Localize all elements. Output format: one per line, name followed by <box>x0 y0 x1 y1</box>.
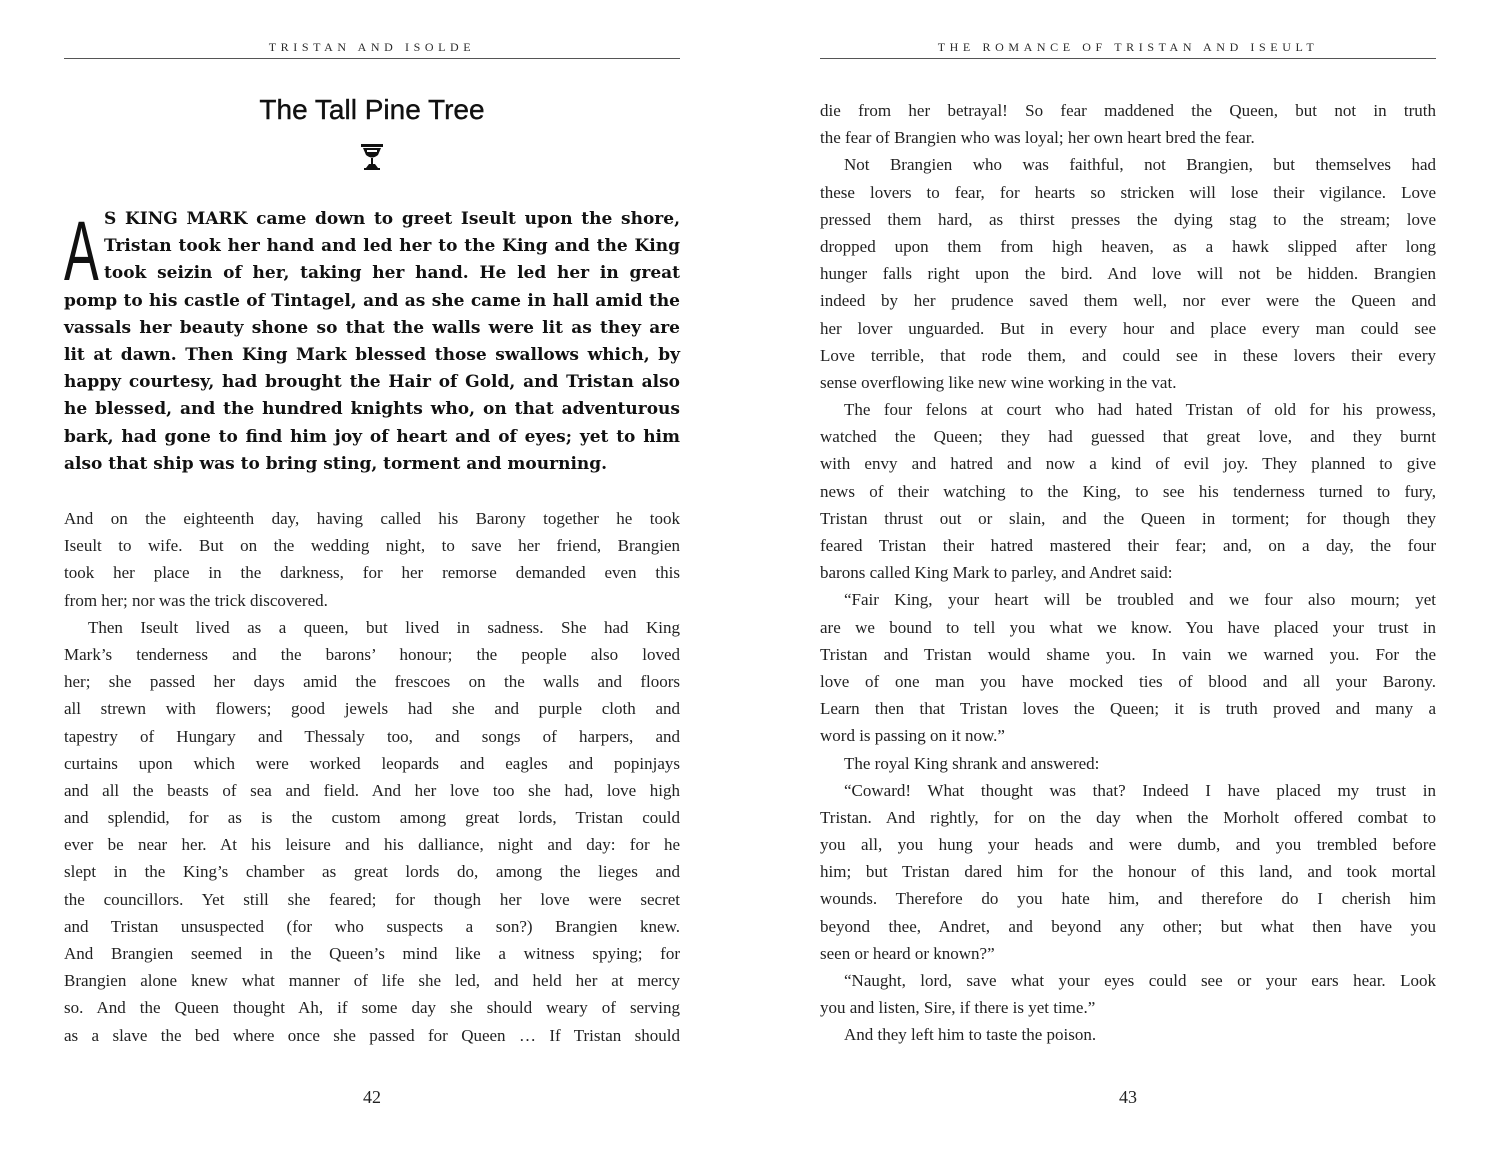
text-line: so. And the Queen thought Ah, if some day she should weary of serving <box>64 998 680 1018</box>
text-line: her lover unguarded. But in every hour and place every man could see <box>820 318 1436 338</box>
text-line: and all the beasts of sea and field. And her love too she had, love high <box>64 780 680 800</box>
text-line: The royal King shrank and answered: <box>844 753 1100 773</box>
left-body-text <box>64 505 680 1049</box>
text-line: Brangien alone knew what manner of life she led, and held her at mercy <box>64 971 680 991</box>
page-number-right: 43 <box>1119 1087 1137 1107</box>
text-line: are we bound to tell you what we know. You have placed your trust in <box>820 617 1436 637</box>
text-line: word is passing on it now.” <box>820 726 1005 746</box>
chapter-title: The Tall Pine Tree <box>259 94 485 125</box>
text-line: and splendid, for as is the custom among great lords, Tristan could <box>64 808 680 828</box>
text-line: her; she passed her days amid the frescoes on the walls and floors <box>64 672 680 692</box>
text-line: seen or heard or known?” <box>820 943 995 963</box>
text-line: all strewn with flowers; good jewels had she and purple cloth and <box>64 699 680 719</box>
running-head-right: THE ROMANCE OF TRISTAN AND ISEULT <box>937 40 1319 54</box>
text-line: the fear of Brangien who was loyal; her own heart bred the fear. <box>820 128 1255 148</box>
text-line: And Brangien seemed in the Queen’s mind like a witness spying; for <box>64 944 680 963</box>
intro-line: happy courtesy, had brought the Hair of Gold, and Tristan also <box>64 372 680 393</box>
intro-line: he blessed, and the hundred knights who, on that adventurous <box>64 399 680 420</box>
right-body-text <box>820 97 1436 1049</box>
intro-line: took seizin of her, taking her hand. He led her in great <box>104 263 680 284</box>
text-line: Tristan. And rightly, for on the day when the Morholt offered combat to <box>820 807 1436 827</box>
text-line: as a slave the bed where once she passed for Queen … If Tristan should <box>64 1025 680 1045</box>
text-line: Iseult to wife. But on the wedding night, to save her friend, Brangien <box>64 536 680 556</box>
text-line: indeed by her prudence saved them well, nor ever were the Queen and <box>820 291 1436 311</box>
text-line: hunger falls right upon the bird. And love will not be hidden. Brangien <box>820 264 1436 284</box>
text-line: and Tristan unsuspected (for who suspects a son?) Brangien knew. <box>64 916 680 936</box>
text-line: “Fair King, your heart will be troubled and we four also mourn; yet <box>844 590 1436 610</box>
text-line: curtains upon which were worked leopards and eagles and popinjays <box>64 753 680 773</box>
intro-line: pomp to his castle of Tintagel, and as she came in hall amid the <box>64 290 680 311</box>
text-line: with envy and hatred and now a kind of evil joy. They planned to give <box>820 454 1436 474</box>
text-line: feared Tristan their hatred mastered their fear; and, on a day, the four <box>820 536 1436 555</box>
text-line: Tristan thrust out or slain, and the Queen in torment; for though they <box>820 508 1436 528</box>
intro-line: Tristan took her hand and led her to the King and the King <box>104 236 680 257</box>
text-line: you and listen, Sire, if there is yet time.” <box>820 998 1096 1018</box>
text-line: Then Iseult lived as a queen, but lived in sadness. She had King <box>88 617 680 637</box>
intro-line: bark, had gone to find him joy of heart and of eyes; yet to him <box>64 426 680 447</box>
text-line: wounds. Therefore do you hate him, and therefore do I cherish him <box>820 889 1436 909</box>
text-line: news of their watching to the King, to see his tenderness turned to fury, <box>820 481 1436 501</box>
text-line: you all, you hung your heads and were dumb, and you trembled before <box>820 835 1436 855</box>
text-line: Not Brangien who was faithful, not Brangien, but themselves had <box>844 155 1436 175</box>
text-line: love of one man you have mocked ties of blood and all your Barony. <box>820 671 1436 691</box>
text-line: slept in the King’s chamber as great lords do, among the lieges and <box>64 862 680 882</box>
intro-line: lit at dawn. Then King Mark blessed those swallows which, by <box>64 344 680 365</box>
text-line: watched the Queen; they had guessed that great love, and they burnt <box>820 427 1436 447</box>
text-line: dropped upon them from high heaven, as a hawk slipped after long <box>820 236 1436 256</box>
text-line: sense overflowing like new wine working in the vat. <box>820 372 1177 392</box>
left-page <box>64 0 680 1151</box>
text-line: Love terrible, that rode them, and could see in these lovers their every <box>820 345 1436 365</box>
text-line: pressed them hard, as thirst presses the dying stag to the stream; love <box>820 209 1436 229</box>
text-line: die from her betrayal! So fear maddened the Queen, but not in truth <box>820 101 1436 120</box>
text-line: Mark’s tenderness and the barons’ honour; the people also loved <box>64 644 680 664</box>
text-line: “Naught, lord, save what your eyes could see or your ears hear. Look <box>844 971 1436 990</box>
text-line: beyond thee, Andret, and beyond any other; but what then have you <box>820 916 1436 936</box>
page-number-left: 42 <box>363 1087 381 1107</box>
text-line: “Coward! What thought was that? Indeed I have placed my trust in <box>844 780 1436 800</box>
header-rule-left <box>64 58 680 59</box>
intro-line: S KING MARK came down to greet Iseult upon the shore, <box>104 209 680 229</box>
text-line: these lovers to fear, for hearts so stricken will lose their vigilance. Love <box>820 182 1436 202</box>
text-line: And they left him to taste the poison. <box>844 1025 1097 1045</box>
text-line: him; but Tristan dared him for the honour of this land, and took mortal <box>820 862 1436 882</box>
text-line: tapestry of Hungary and Thessaly too, and songs of harpers, and <box>64 726 680 746</box>
right-page <box>820 0 1436 1151</box>
text-line: The four felons at court who had hated Tristan of old for his prowess, <box>844 400 1436 420</box>
running-head-left: TRISTAN AND ISOLDE <box>268 40 476 54</box>
text-line: And on the eighteenth day, having called his Barony together he took <box>64 509 680 528</box>
header-rule-right <box>820 58 1436 59</box>
text-line: took her place in the darkness, for her remorse demanded even this <box>64 563 680 583</box>
intro-line: vassals her beauty shone so that the walls were lit as they are <box>64 317 680 338</box>
text-line: from her; nor was the trick discovered. <box>64 590 328 610</box>
chalice-icon <box>360 143 384 171</box>
text-line: ever be near her. At his leisure and his dalliance, night and day: for he <box>64 835 680 855</box>
text-line: barons called King Mark to parley, and Andret said: <box>820 563 1173 583</box>
intro-line: also that ship was to bring sting, torment and mourning. <box>64 453 608 474</box>
text-line: the councillors. Yet still she feared; for though her love were secret <box>64 889 680 909</box>
chapter-opening-paragraph <box>64 206 680 478</box>
text-line: Tristan and Tristan would shame you. In vain we warned you. For the <box>820 644 1436 664</box>
drop-cap: A <box>64 204 99 298</box>
text-line: Learn then that Tristan loves the Queen; it is truth proved and many a <box>820 699 1436 719</box>
